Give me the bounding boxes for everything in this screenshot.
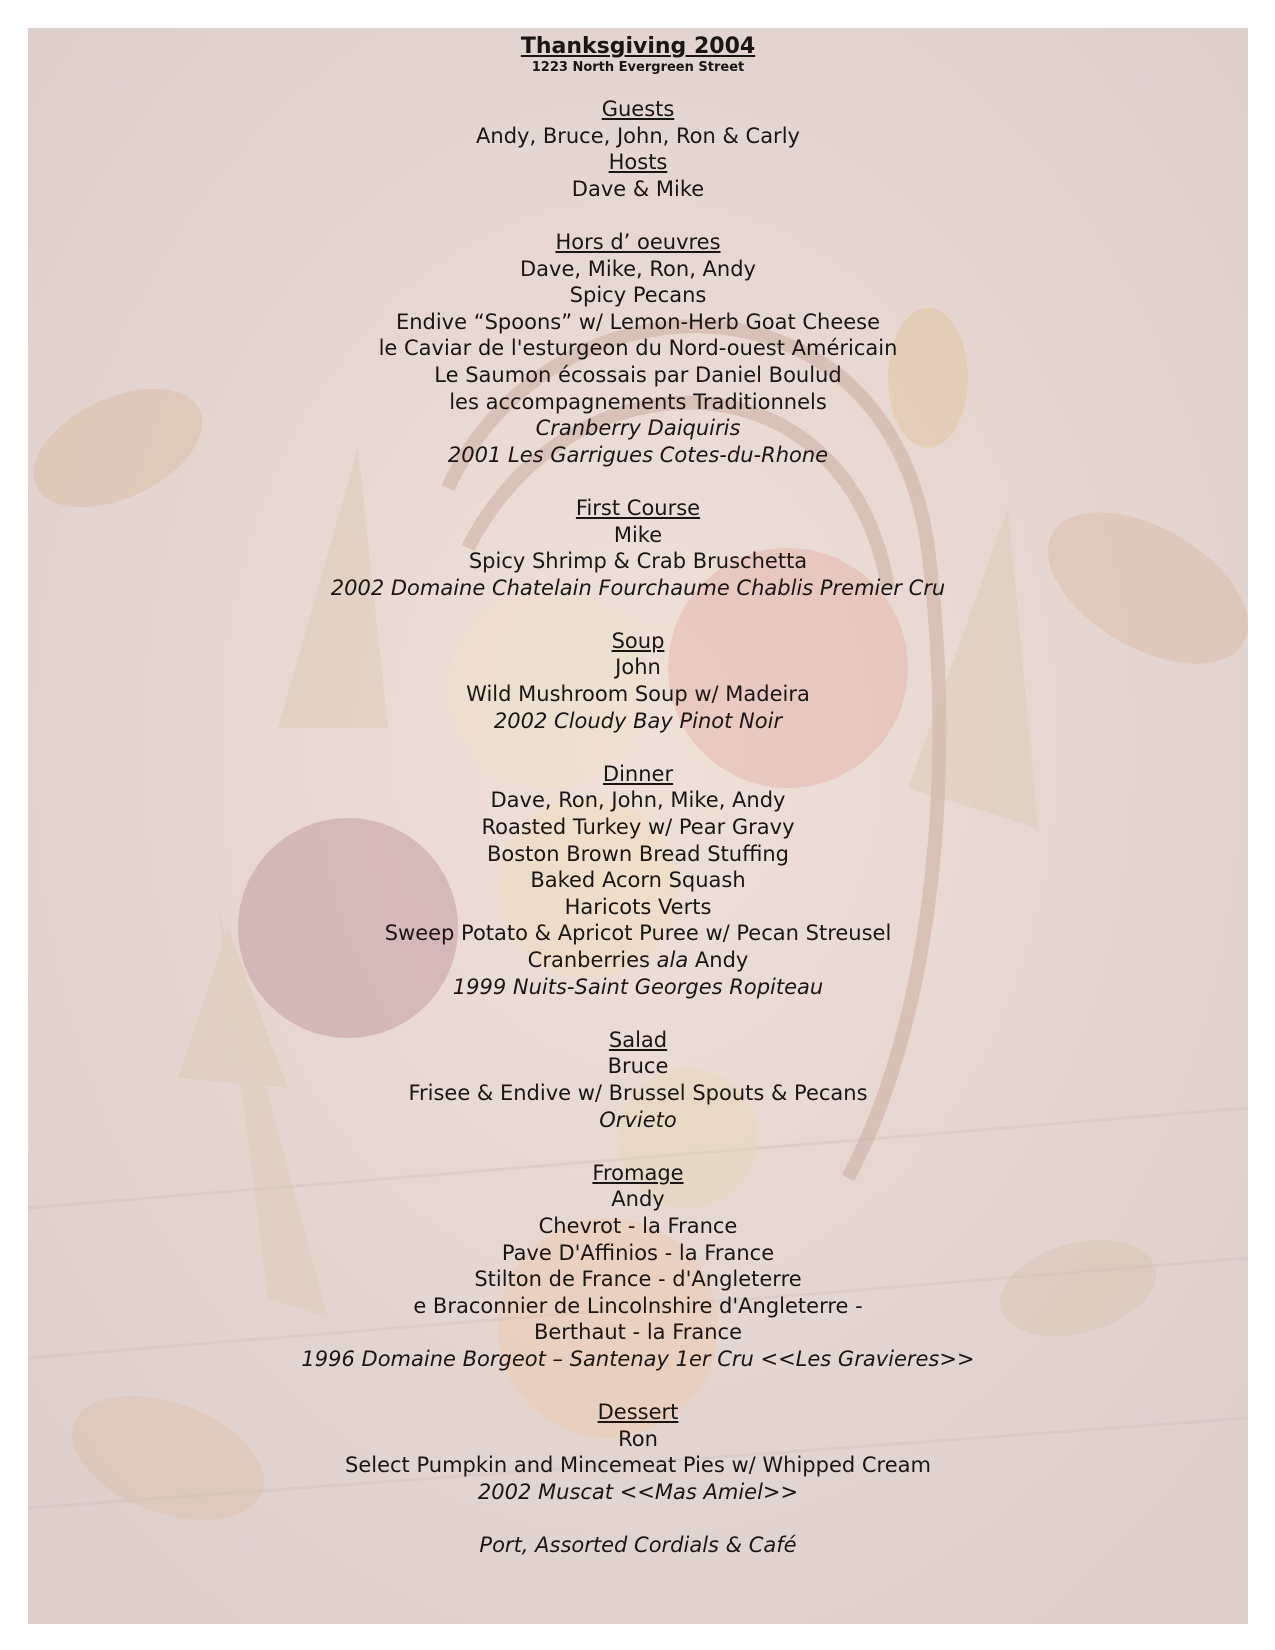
hors-doeuvres-heading: Hors d’ oeuvres [555, 229, 721, 254]
soup-section [28, 628, 1248, 734]
first-course-heading: First Course [575, 495, 701, 520]
soup-cook: John [615, 655, 661, 680]
fromage-cook: Andy [611, 1187, 665, 1212]
wine-pairing: 2001 Les Garrigues Cotes-du-Rhone [447, 442, 829, 467]
guests-heading: Guests [601, 97, 675, 121]
cheese-item: Stilton de France - d'Angleterre [474, 1267, 802, 1292]
dinner-cooks: Dave, Ron, John, Mike, Andy [490, 788, 786, 813]
first-course-section [28, 495, 1248, 601]
wine-pairing: 1999 Nuits-Saint Georges Ropiteau [452, 974, 824, 999]
host-names: Dave & Mike [571, 176, 705, 201]
menu-content [28, 28, 1248, 1585]
cheese-item: e Braconnier de Lincolnshire d'Angleterre - [413, 1293, 863, 1318]
wine-pairing: 2002 Domaine Chatelain Fourchaume Chablis Premier Cru [330, 575, 946, 600]
menu-item: Boston Brown Bread Stuffing [486, 841, 790, 866]
menu-item: Baked Acorn Squash [530, 868, 746, 893]
menu-item: le Caviar de l'esturgeon du Nord-ouest Américain [378, 336, 898, 361]
dessert-cook: Ron [618, 1426, 658, 1451]
soup-heading: Soup [611, 628, 665, 653]
dinner-heading: Dinner [602, 761, 674, 786]
guests-section [28, 96, 1248, 202]
salad-section [28, 1027, 1248, 1133]
salad-heading: Salad [608, 1027, 668, 1052]
drink-pairing: Cranberry Daiquiris [535, 416, 741, 441]
first-course-cook: Mike [613, 522, 663, 547]
cranberries-suffix: Andy [688, 948, 749, 972]
cranberries-prefix: Cranberries [527, 948, 657, 972]
menu-item: les accompagnements Traditionnels [449, 389, 827, 414]
menu-item: Haricots Verts [564, 894, 712, 919]
salad-cook: Bruce [607, 1054, 669, 1079]
cheese-item: Pave D'Affinios - la France [501, 1240, 775, 1265]
hors-doeuvres-section [28, 229, 1248, 468]
hors-doeuvres-cooks: Dave, Mike, Ron, Andy [520, 256, 756, 281]
wine-pairing: Orvieto [599, 1107, 677, 1132]
event-address: 1223 North Evergreen Street [531, 60, 745, 75]
dessert-section [28, 1399, 1248, 1505]
menu-item: Spicy Shrimp & Crab Bruschetta [468, 549, 808, 574]
wine-pairing: 1996 Domaine Borgeot – Santenay 1er Cru <<Les Gravieres>> [301, 1346, 975, 1371]
cranberries-ala: ala [656, 948, 689, 972]
wine-pairing: 2002 Cloudy Bay Pinot Noir [493, 708, 783, 733]
cranberries-item [28, 947, 1248, 974]
hosts-heading: Hosts [608, 150, 668, 175]
cheese-item: Chevrot - la France [538, 1213, 738, 1238]
cheese-item: Berthaut - la France [533, 1320, 743, 1345]
closing-line: Port, Assorted Cordials & Café [479, 1533, 797, 1558]
wine-pairing: 2002 Muscat <<Mas Amiel>> [477, 1479, 799, 1504]
fromage-section [28, 1160, 1248, 1373]
menu-item: Frisee & Endive w/ Brussel Spouts & Pecans [408, 1080, 868, 1105]
menu-item: Select Pumpkin and Mincemeat Pies w/ Whipped Cream [345, 1453, 931, 1478]
menu-item: Wild Mushroom Soup w/ Madeira [466, 682, 810, 707]
dessert-heading: Dessert [597, 1400, 679, 1425]
menu-item: Endive “Spoons” w/ Lemon-Herb Goat Cheese [395, 309, 881, 334]
menu-item: Le Saumon écossais par Daniel Boulud [434, 362, 842, 387]
menu-title: Thanksgiving 2004 [520, 34, 756, 59]
menu-item: Roasted Turkey w/ Pear Gravy [481, 815, 795, 840]
dinner-section [28, 761, 1248, 1000]
closing-section [28, 1532, 1248, 1559]
fromage-heading: Fromage [592, 1160, 684, 1185]
menu-item: Spicy Pecans [569, 283, 707, 308]
guest-names: Andy, Bruce, John, Ron & Carly [476, 123, 800, 148]
menu-item: Sweep Potato & Apricot Puree w/ Pecan Streusel [384, 921, 892, 946]
